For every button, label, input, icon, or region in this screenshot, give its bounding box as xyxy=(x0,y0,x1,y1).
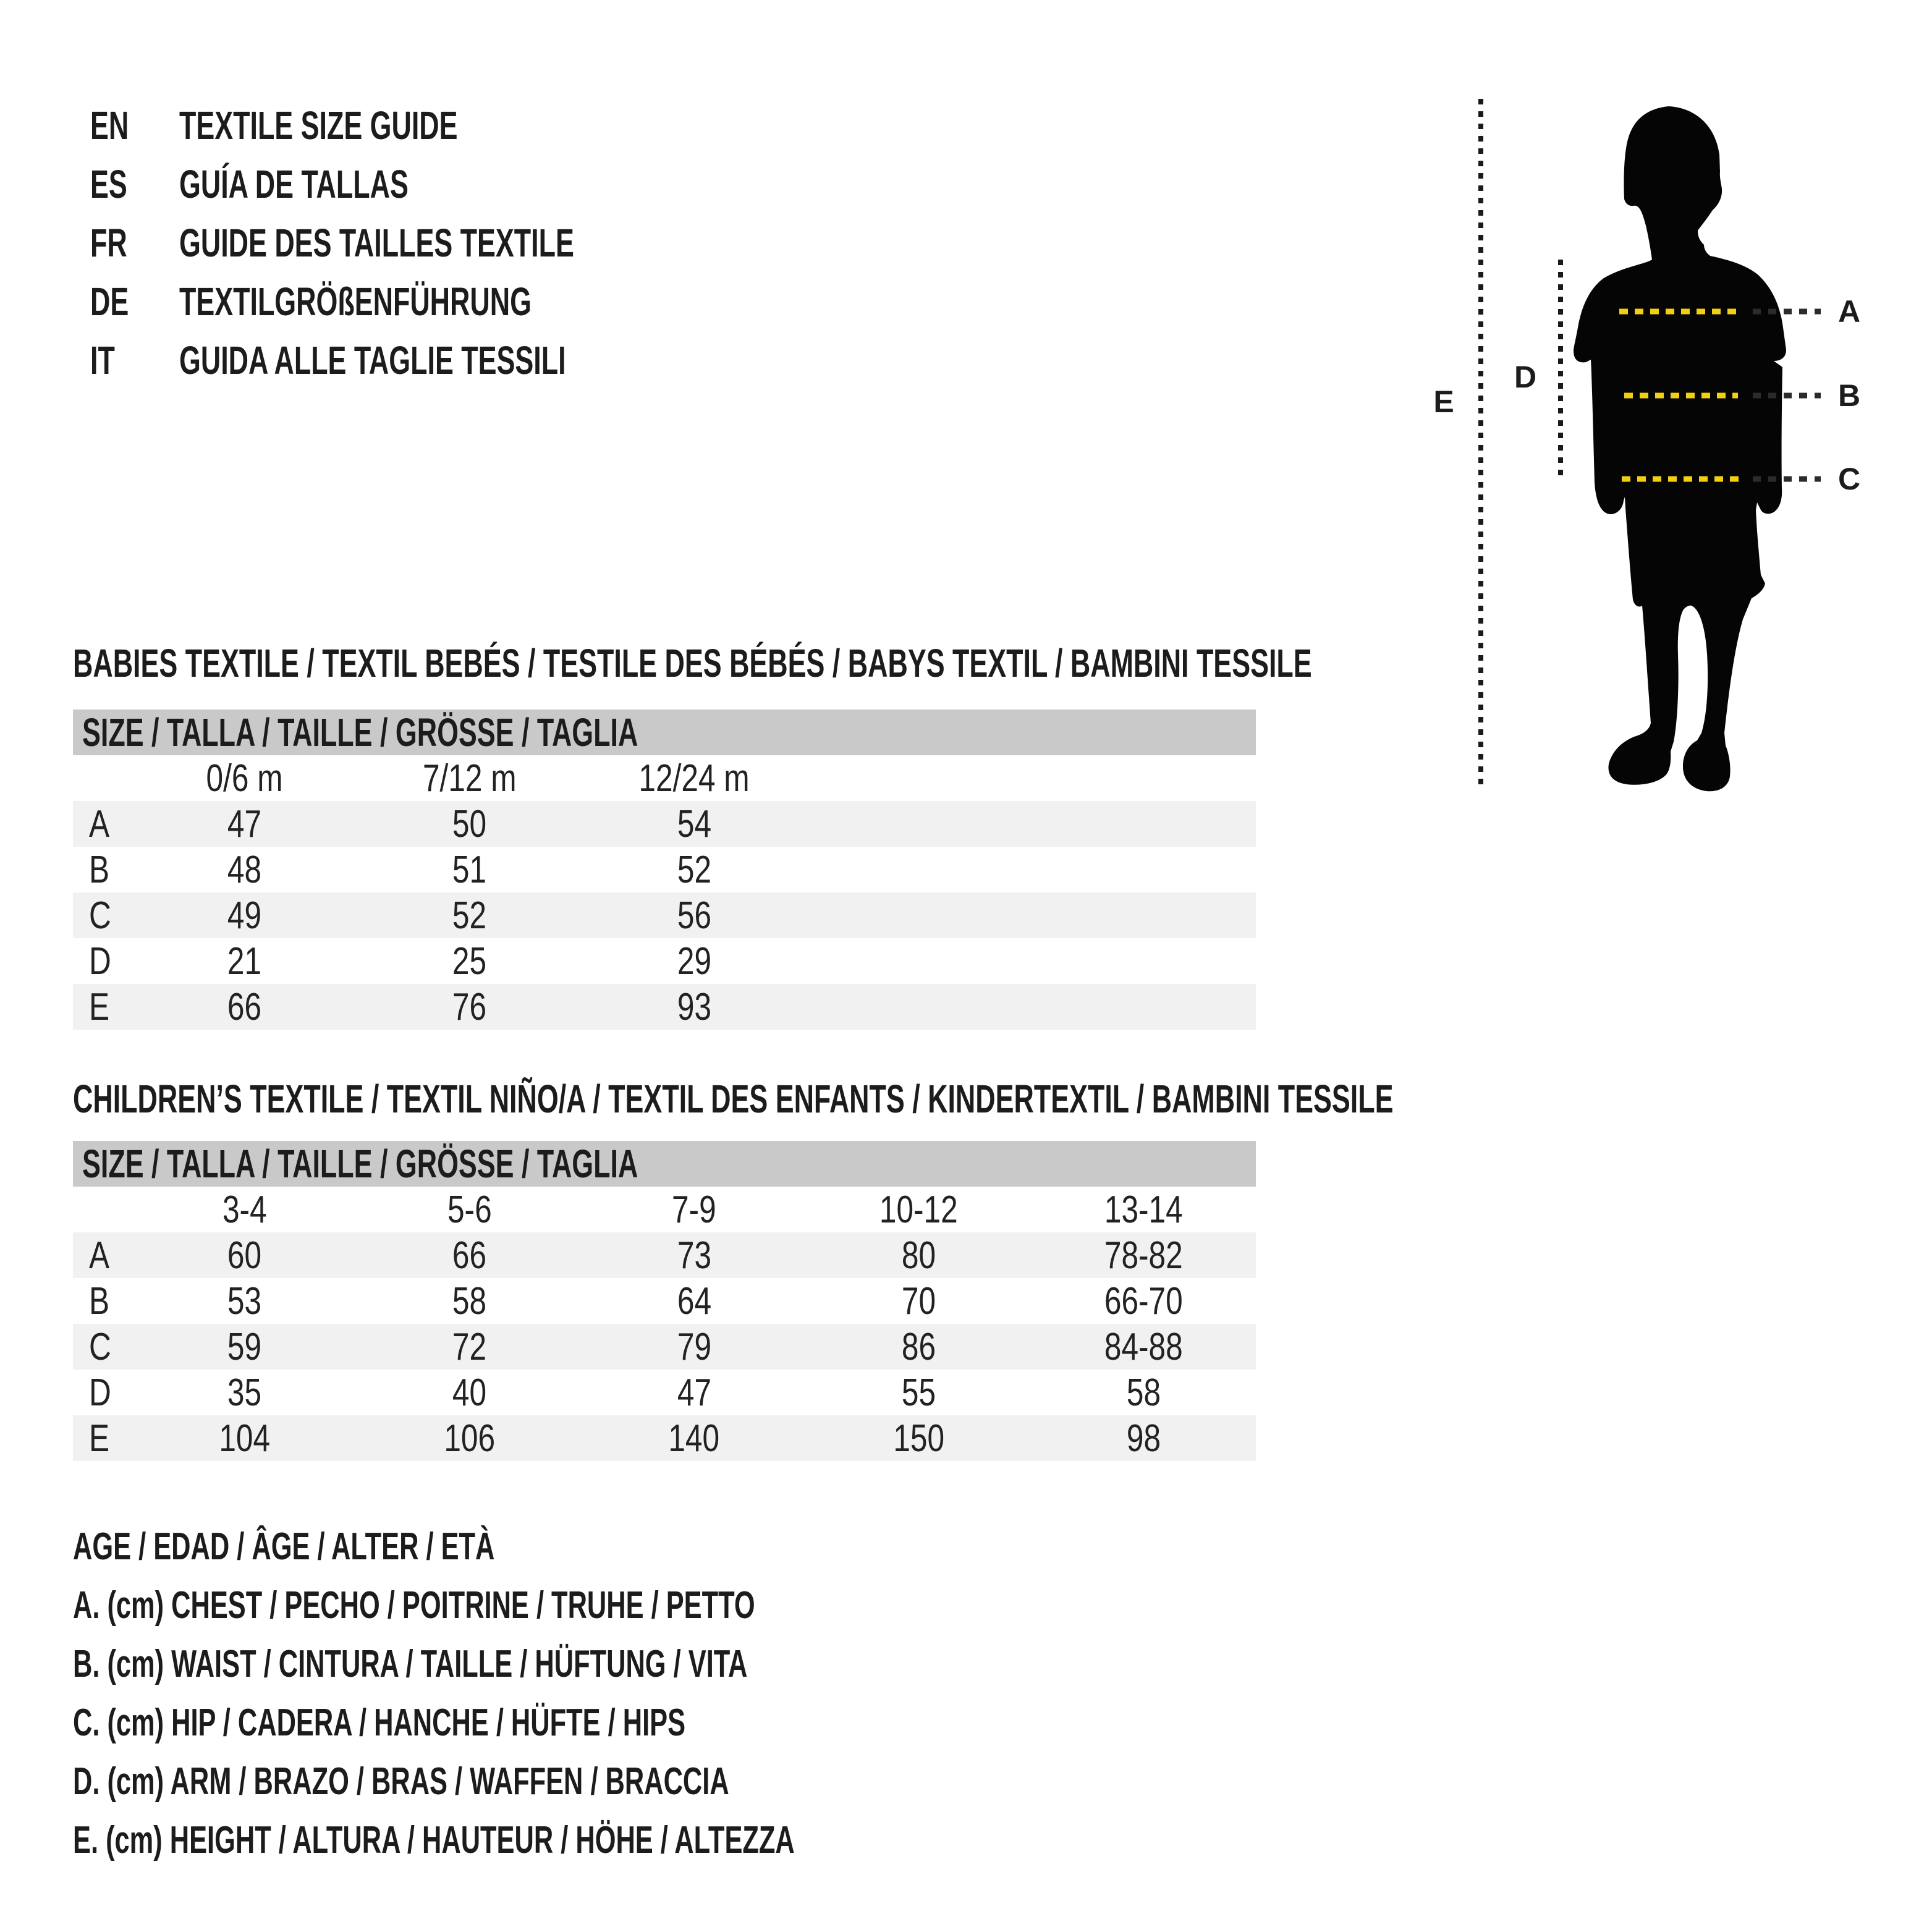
table-row xyxy=(73,1415,1256,1461)
value-cell: 80 xyxy=(902,1234,936,1277)
lang-row-es xyxy=(90,155,744,213)
babies-column-header-row xyxy=(73,755,1256,801)
row-label: D xyxy=(89,1371,111,1414)
row-label: B xyxy=(89,848,110,891)
table-row xyxy=(73,1324,1256,1370)
legend-arm: D. (cm) ARM / BRAZO / BRAS / WAFFEN / BRACCIA xyxy=(73,1760,729,1803)
children-column-header-row xyxy=(73,1187,1256,1232)
language-title-block xyxy=(90,96,744,389)
measurement-legend xyxy=(73,1517,1104,1870)
value-cell: 25 xyxy=(452,939,486,983)
value-cell: 47 xyxy=(227,802,262,845)
label-a: A xyxy=(1837,294,1861,329)
guide-title: TEXTILGRÖßENFÜHRUNG xyxy=(179,279,532,324)
value-cell: 70 xyxy=(902,1279,936,1323)
lang-row-fr xyxy=(90,213,744,272)
children-section-title: CHILDREN’S TEXTILE / TEXTIL NIÑO/A / TEXTIL DES ENFANTS / KINDERTEXTIL / BAMBINI TESSILE xyxy=(73,1076,1394,1121)
value-cell: 49 xyxy=(227,894,262,937)
label-b: B xyxy=(1837,378,1861,413)
legend-height: E. (cm) HEIGHT / ALTURA / HAUTEUR / HÖHE / ALTEZZA xyxy=(73,1819,795,1862)
column-header: 5-6 xyxy=(447,1188,492,1231)
value-cell: 50 xyxy=(452,802,486,845)
value-cell: 47 xyxy=(677,1371,711,1414)
value-cell: 104 xyxy=(219,1417,271,1460)
value-cell: 58 xyxy=(452,1279,486,1323)
row-label: A xyxy=(89,1234,110,1277)
column-header: 7/12 m xyxy=(422,756,517,800)
value-cell: 73 xyxy=(677,1234,711,1277)
table-row xyxy=(73,1370,1256,1415)
table-row xyxy=(73,847,1256,892)
label-e: E xyxy=(1433,384,1454,419)
table-row xyxy=(73,1278,1256,1324)
legend-waist: B. (cm) WAIST / CINTURA / TAILLE / HÜFTUNG / VITA xyxy=(73,1643,748,1685)
column-header: 13-14 xyxy=(1104,1188,1183,1231)
row-label: C xyxy=(89,1325,111,1368)
column-header: 10-12 xyxy=(879,1188,959,1231)
value-cell: 72 xyxy=(452,1325,486,1368)
value-cell: 53 xyxy=(227,1279,262,1323)
children-size-table xyxy=(73,1141,1256,1461)
lang-code: DE xyxy=(90,279,129,324)
babies-size-table xyxy=(73,710,1256,1030)
value-cell: 78-82 xyxy=(1104,1234,1183,1277)
row-label: B xyxy=(89,1279,110,1323)
legend-hip: C. (cm) HIP / CADERA / HANCHE / HÜFTE / HIPS xyxy=(73,1701,686,1744)
babies-section-title: BABIES TEXTILE / TEXTIL BEBÉS / TESTILE DES BÉBÉS / BABYS TEXTIL / BAMBINI TESSILE xyxy=(73,640,1312,685)
row-label: E xyxy=(89,985,110,1028)
value-cell: 52 xyxy=(452,894,486,937)
legend-chest: A. (cm) CHEST / PECHO / POITRINE / TRUHE / PETTO xyxy=(73,1584,755,1627)
value-cell: 106 xyxy=(444,1417,495,1460)
lang-code: EN xyxy=(90,103,129,148)
column-header: 0/6 m xyxy=(206,756,283,800)
guide-title: GUIDA ALLE TAGLIE TESSILI xyxy=(179,337,566,383)
lang-code: IT xyxy=(90,337,115,383)
guide-title: GUÍA DE TALLAS xyxy=(179,161,409,206)
value-cell: 48 xyxy=(227,848,262,891)
value-cell: 84-88 xyxy=(1104,1325,1183,1368)
row-label: A xyxy=(89,802,110,845)
column-header: 3-4 xyxy=(222,1188,267,1231)
value-cell: 66-70 xyxy=(1104,1279,1183,1323)
row-label: D xyxy=(89,939,111,983)
guide-title: TEXTILE SIZE GUIDE xyxy=(179,103,458,148)
row-label: C xyxy=(89,894,111,937)
value-cell: 140 xyxy=(668,1417,720,1460)
measurement-figure xyxy=(1421,93,1932,803)
children-size-header: SIZE / TALLA / TAILLE / GRÖSSE / TAGLIA xyxy=(73,1141,1256,1187)
legend-age: AGE / EDAD / ÂGE / ALTER / ETÀ xyxy=(73,1525,495,1568)
value-cell: 64 xyxy=(677,1279,711,1323)
value-cell: 55 xyxy=(902,1371,936,1414)
value-cell: 56 xyxy=(677,894,711,937)
lang-row-en xyxy=(90,96,744,155)
lang-code: ES xyxy=(90,161,127,206)
column-header: 12/24 m xyxy=(638,756,750,800)
value-cell: 21 xyxy=(227,939,262,983)
value-cell: 54 xyxy=(677,802,711,845)
lang-code: FR xyxy=(90,220,127,265)
value-cell: 29 xyxy=(677,939,711,983)
value-cell: 98 xyxy=(1126,1417,1161,1460)
value-cell: 66 xyxy=(227,985,262,1028)
label-c: C xyxy=(1837,462,1861,496)
table-row xyxy=(73,1232,1256,1278)
table-row xyxy=(73,892,1256,938)
value-cell: 86 xyxy=(902,1325,936,1368)
lang-row-it xyxy=(90,331,744,389)
lang-row-de xyxy=(90,272,744,331)
value-cell: 59 xyxy=(227,1325,262,1368)
value-cell: 76 xyxy=(452,985,486,1028)
value-cell: 58 xyxy=(1126,1371,1161,1414)
value-cell: 51 xyxy=(452,848,486,891)
guide-title: GUIDE DES TAILLES TEXTILE xyxy=(179,220,574,265)
column-header: 7-9 xyxy=(672,1188,716,1231)
label-d: D xyxy=(1514,360,1537,394)
value-cell: 52 xyxy=(677,848,711,891)
table-row xyxy=(73,801,1256,847)
table-row xyxy=(73,984,1256,1030)
value-cell: 150 xyxy=(893,1417,944,1460)
value-cell: 40 xyxy=(452,1371,486,1414)
value-cell: 66 xyxy=(452,1234,486,1277)
table-row xyxy=(73,938,1256,984)
value-cell: 93 xyxy=(677,985,711,1028)
value-cell: 60 xyxy=(227,1234,262,1277)
babies-size-header: SIZE / TALLA / TAILLE / GRÖSSE / TAGLIA xyxy=(73,710,1256,755)
value-cell: 79 xyxy=(677,1325,711,1368)
row-label: E xyxy=(89,1417,110,1460)
value-cell: 35 xyxy=(227,1371,262,1414)
